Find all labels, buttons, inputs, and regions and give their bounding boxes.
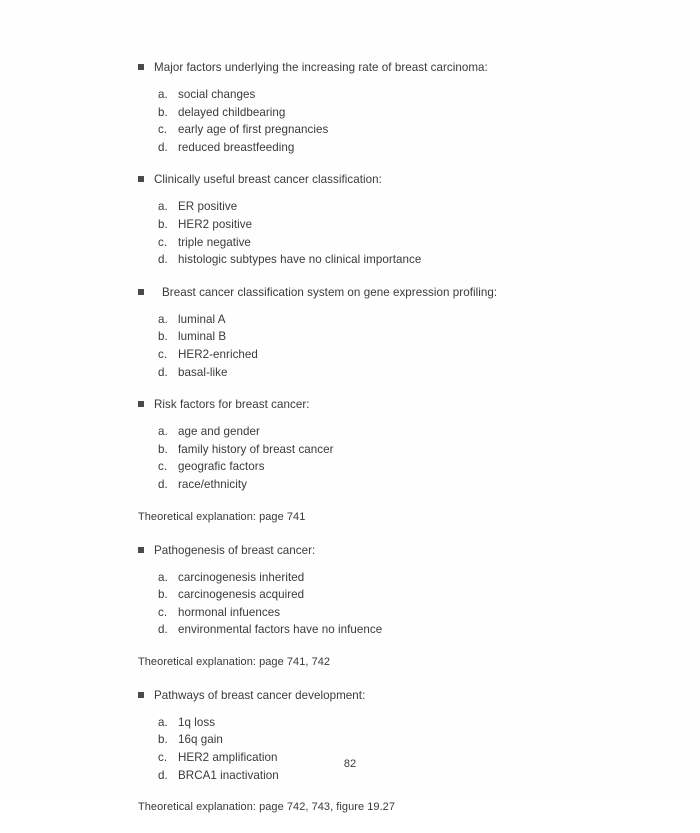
option-text: reduced breastfeeding bbox=[178, 140, 295, 154]
square-bullet-icon bbox=[138, 692, 144, 698]
option-text: geografic factors bbox=[178, 460, 265, 474]
option-letter: b. bbox=[158, 217, 168, 231]
option-text: 1q loss bbox=[178, 715, 216, 729]
option-letter: b. bbox=[158, 105, 168, 119]
square-bullet-icon bbox=[138, 547, 144, 553]
option-item[interactable] bbox=[138, 198, 608, 216]
option-item[interactable] bbox=[138, 234, 608, 252]
page-number: 82 bbox=[343, 758, 357, 770]
option-letter: d. bbox=[158, 768, 168, 782]
option-text: ER positive bbox=[178, 200, 238, 214]
option-text: age and gender bbox=[178, 425, 260, 439]
option-item[interactable] bbox=[138, 104, 608, 122]
option-letter: c. bbox=[158, 460, 168, 474]
question-stem-text: Clinically useful breast cancer classification: bbox=[154, 173, 382, 187]
question-stem bbox=[138, 285, 608, 300]
option-list bbox=[138, 569, 608, 639]
question-stem bbox=[138, 397, 608, 412]
option-text: delayed childbearing bbox=[178, 105, 286, 119]
theoretical-explanation-note: Theoretical explanation: page 741 bbox=[138, 510, 306, 523]
question-block bbox=[138, 285, 608, 381]
option-item[interactable] bbox=[138, 364, 608, 382]
question-stem-text: Major factors underlying the increasing rate of breast carcinoma: bbox=[154, 61, 488, 74]
option-letter: c. bbox=[158, 751, 168, 765]
option-text: BRCA1 inactivation bbox=[178, 768, 279, 782]
option-item[interactable] bbox=[138, 731, 608, 749]
option-letter: d. bbox=[158, 365, 168, 379]
option-text: histologic subtypes have no clinical importance bbox=[178, 253, 422, 267]
option-text: HER2 amplification bbox=[178, 751, 278, 765]
option-item[interactable] bbox=[138, 621, 608, 639]
option-list bbox=[138, 86, 608, 156]
option-letter: c. bbox=[158, 347, 168, 361]
option-text: race/ethnicity bbox=[178, 477, 248, 491]
option-letter: a. bbox=[158, 200, 168, 214]
option-text: hormonal infuences bbox=[178, 605, 281, 619]
option-item[interactable] bbox=[138, 604, 608, 622]
option-item[interactable] bbox=[138, 458, 608, 476]
option-list bbox=[138, 311, 608, 381]
option-item[interactable] bbox=[138, 311, 608, 329]
question-block bbox=[138, 172, 608, 268]
square-bullet-icon bbox=[138, 289, 144, 295]
option-text: HER2 positive bbox=[178, 217, 253, 231]
option-item[interactable] bbox=[138, 586, 608, 604]
option-text: social changes bbox=[178, 88, 256, 101]
option-letter: a. bbox=[158, 312, 168, 326]
option-letter: c. bbox=[158, 605, 168, 619]
option-letter: a. bbox=[158, 88, 168, 101]
question-stem bbox=[138, 543, 608, 558]
option-list bbox=[138, 198, 608, 268]
option-text: carcinogenesis acquired bbox=[178, 588, 305, 602]
option-letter: b. bbox=[158, 588, 168, 602]
option-letter: a. bbox=[158, 715, 168, 729]
option-letter: b. bbox=[158, 330, 168, 344]
option-letter: b. bbox=[158, 442, 168, 456]
option-letter: d. bbox=[158, 253, 168, 267]
question-stem-text: Pathogenesis of breast cancer: bbox=[154, 543, 316, 557]
option-text: luminal A bbox=[178, 312, 226, 326]
question-stem bbox=[138, 688, 608, 703]
option-text: 16q gain bbox=[178, 733, 223, 747]
option-item[interactable] bbox=[138, 441, 608, 459]
option-text: luminal B bbox=[178, 330, 227, 344]
question-stem-text: Breast cancer classification system on gene expression profiling: bbox=[162, 285, 498, 299]
option-item[interactable] bbox=[138, 423, 608, 441]
option-letter: b. bbox=[158, 733, 168, 747]
option-text: early age of first pregnancies bbox=[178, 123, 329, 137]
square-bullet-icon bbox=[138, 64, 144, 70]
option-text: triple negative bbox=[178, 235, 251, 249]
option-item[interactable] bbox=[138, 251, 608, 269]
option-letter: d. bbox=[158, 477, 168, 491]
option-text: family history of breast cancer bbox=[178, 442, 334, 456]
option-letter: a. bbox=[158, 425, 168, 439]
square-bullet-icon bbox=[138, 401, 144, 407]
option-item[interactable] bbox=[138, 476, 608, 494]
option-letter: d. bbox=[158, 140, 168, 154]
question-block bbox=[138, 543, 608, 639]
option-item[interactable] bbox=[138, 139, 608, 157]
option-text: HER2-enriched bbox=[178, 347, 258, 361]
option-letter: c. bbox=[158, 235, 168, 249]
theoretical-explanation-note: Theoretical explanation: page 742, 743, figure 19.27 bbox=[138, 801, 396, 814]
page-content bbox=[138, 60, 608, 833]
option-item[interactable] bbox=[138, 86, 608, 104]
option-text: carcinogenesis inherited bbox=[178, 570, 305, 584]
option-item[interactable] bbox=[138, 121, 608, 139]
question-stem bbox=[138, 60, 608, 75]
option-letter: d. bbox=[158, 623, 168, 637]
option-letter: c. bbox=[158, 123, 168, 137]
option-text: environmental factors have no infuence bbox=[178, 623, 383, 637]
option-text: basal-like bbox=[178, 365, 228, 379]
question-block bbox=[138, 60, 608, 156]
option-item[interactable] bbox=[138, 216, 608, 234]
question-stem-text: Pathways of breast cancer development: bbox=[154, 688, 366, 702]
option-item[interactable] bbox=[138, 346, 608, 364]
theoretical-explanation-note: Theoretical explanation: page 741, 742 bbox=[138, 655, 331, 668]
square-bullet-icon bbox=[138, 176, 144, 182]
question-stem-text: Risk factors for breast cancer: bbox=[154, 398, 310, 412]
option-list bbox=[138, 714, 608, 784]
option-item[interactable] bbox=[138, 569, 608, 587]
option-item[interactable] bbox=[138, 328, 608, 346]
option-item[interactable] bbox=[138, 714, 608, 732]
option-list bbox=[138, 423, 608, 493]
question-stem bbox=[138, 172, 608, 187]
option-letter: a. bbox=[158, 570, 168, 584]
question-block bbox=[138, 397, 608, 493]
